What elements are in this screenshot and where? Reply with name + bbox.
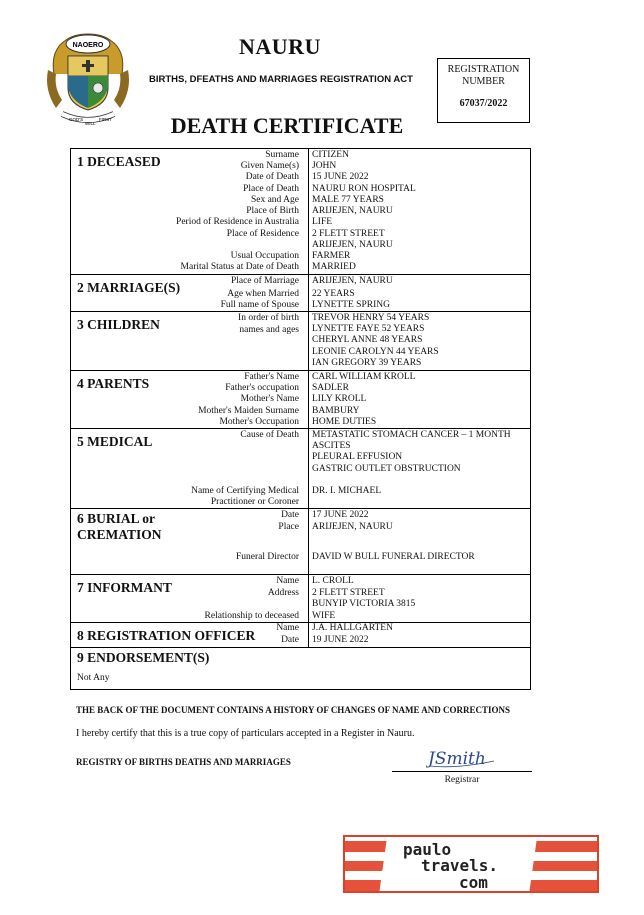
field-value: CHERYL ANNE 48 YEARS: [312, 335, 423, 345]
registrar-signature: [426, 744, 506, 770]
seal-motto-3: FIRST: [99, 117, 112, 122]
paulo-travels-logo: [343, 835, 599, 893]
act-subtitle: BIRTHS, DFEATHS AND MARRIAGES REGISTRATION ACT: [149, 74, 413, 85]
field-value: CARL WILLIAM KROLL: [312, 372, 416, 382]
field-value: TREVOR HENRY 54 YEARS: [312, 313, 430, 323]
logo-text-line3: com: [459, 873, 488, 892]
field-value: METASTATIC STOMACH CANCER – 1 MONTH: [312, 430, 511, 440]
field-label: Date: [281, 635, 299, 645]
field-value: J.A. HALLGARTEN: [312, 623, 393, 633]
field-label: Given Name(s): [240, 161, 299, 171]
field-label: Usual Occupation: [230, 251, 299, 261]
section-title: 6 BURIAL or: [77, 511, 156, 526]
field-value: SADLER: [312, 383, 349, 393]
field-value: JOHN: [312, 161, 337, 171]
signature-text: JSmith: [428, 749, 486, 769]
section-children: [70, 311, 531, 370]
field-label: Name: [276, 623, 299, 633]
field-value: BUNYIP VICTORIA 3815: [312, 599, 416, 609]
registration-number-box: [437, 58, 530, 123]
field-value: 17 JUNE 2022: [312, 510, 369, 520]
field-value: 15 JUNE 2022: [312, 172, 369, 182]
section-medical: [70, 428, 531, 508]
field-value: 19 JUNE 2022: [312, 635, 369, 645]
field-label: Name: [276, 576, 299, 586]
field-value: DR. I. MICHAEL: [312, 486, 382, 496]
field-value: CITIZEN: [312, 150, 349, 160]
section-title: 9 ENDORSEMENT(S): [77, 650, 210, 665]
field-label: Address: [267, 588, 299, 598]
field-value: ASCITES: [312, 441, 351, 451]
field-value: ARIJEJEN, NAURU: [312, 522, 393, 532]
field-label: Age when Married: [227, 289, 299, 299]
field-label: Period of Residence in Australia: [176, 217, 299, 227]
logo-text-line1: paulo: [403, 840, 452, 859]
section-informant: [70, 574, 531, 622]
field-value: LIFE: [312, 217, 333, 227]
field-label: Surname: [265, 150, 299, 160]
field-value: LEONIE CAROLYN 44 YEARS: [312, 347, 439, 357]
section-title: 1 DECEASED: [77, 154, 161, 169]
field-value: 2 FLETT STREET: [312, 588, 385, 598]
seal-motto-2: WILL: [85, 121, 96, 126]
field-label: Practitioner or Coroner: [210, 497, 299, 507]
country-heading: NAURU: [239, 34, 321, 59]
section-marriage: [70, 274, 531, 311]
certification-statement: I hereby certify that this is a true copy of particulars accepted in a Register in Nauru.: [76, 728, 415, 739]
section-title: 7 INFORMANT: [77, 580, 172, 595]
field-label: Mother's Name: [240, 394, 299, 404]
field-label: Place of Birth: [246, 206, 299, 216]
field-label: Mother's Occupation: [219, 417, 299, 427]
section-title: 3 CHILDREN: [77, 317, 160, 332]
seal-top-text: NAOERO: [72, 42, 104, 49]
field-value: LILY KROLL: [312, 394, 367, 404]
field-label: Father's Name: [244, 372, 299, 382]
registration-label-1: REGISTRATION: [447, 64, 520, 75]
field-value: IAN GREGORY 39 YEARS: [312, 358, 422, 368]
field-label: Place: [278, 522, 299, 532]
registration-label-2: NUMBER: [462, 76, 505, 87]
section-title: 4 PARENTS: [77, 376, 150, 391]
section-parents: [70, 370, 531, 428]
field-label: Cause of Death: [240, 430, 299, 440]
logo-text-line2: travels.: [421, 856, 499, 875]
seal-motto-1: GOD'S: [69, 117, 84, 122]
field-value: FARMER: [312, 251, 351, 261]
field-label: Place of Residence: [226, 229, 299, 239]
field-label: Full name of Spouse: [220, 300, 299, 310]
section-burial: [70, 508, 531, 574]
field-value: WIFE: [312, 611, 336, 621]
field-value: PLEURAL EFFUSION: [312, 452, 403, 462]
field-label: In order of birth: [238, 313, 299, 323]
field-value: BAMBURY: [312, 406, 360, 416]
section-deceased: [70, 148, 531, 274]
field-label: Place of Marriage: [230, 276, 299, 286]
registrar-label: Registrar: [444, 775, 480, 785]
field-label: Marital Status at Date of Death: [180, 262, 299, 272]
section-title: 8 REGISTRATION OFFICER: [77, 628, 256, 643]
field-label: Relationship to deceased: [204, 611, 299, 621]
field-label: Mother's Maiden Surname: [198, 406, 299, 416]
field-value: ARIJEJEN, NAURU: [312, 276, 393, 286]
field-label: Place of Death: [243, 184, 299, 194]
section-title: 2 MARRIAGE(S): [77, 280, 181, 295]
section-registration-officer: [70, 622, 531, 647]
section-endorsement: [70, 647, 531, 690]
field-value: ARIJEJEN, NAURU: [312, 206, 393, 216]
registration-number: 67037/2022: [459, 98, 508, 109]
field-label: names and ages: [239, 325, 299, 335]
registry-name: REGISTRY OF BIRTHS DEATHS AND MARRIAGES: [76, 757, 291, 767]
field-label: Date of Death: [245, 172, 299, 182]
field-value: HOME DUTIES: [312, 417, 377, 427]
endorsement-value: Not Any: [77, 673, 110, 683]
field-value: ARIJEJEN, NAURU: [312, 240, 393, 250]
field-value: LYNETTE SPRING: [312, 300, 390, 310]
field-value: MARRIED: [312, 262, 356, 272]
field-value: 22 YEARS: [312, 289, 355, 299]
section-title: 5 MEDICAL: [77, 434, 153, 449]
field-label: Sex and Age: [250, 195, 299, 205]
section-title: CREMATION: [77, 527, 162, 542]
field-value: DAVID W BULL FUNERAL DIRECTOR: [312, 552, 475, 562]
field-value: MALE 77 YEARS: [312, 195, 384, 205]
field-label: Father's occupation: [225, 383, 299, 393]
field-value: 2 FLETT STREET: [312, 229, 385, 239]
field-value: LYNETTE FAYE 52 YEARS: [312, 324, 425, 334]
field-label: Funeral Director: [235, 552, 299, 562]
field-value: GASTRIC OUTLET OBSTRUCTION: [312, 464, 461, 474]
document-title: DEATH CERTIFICATE: [170, 113, 404, 138]
back-note: THE BACK OF THE DOCUMENT CONTAINS A HISTORY OF CHANGES OF NAME AND CORRECTIONS: [76, 705, 510, 715]
signature-line: [392, 771, 532, 772]
field-value: NAURU RON HOSPITAL: [312, 184, 416, 194]
field-label: Date: [281, 510, 299, 520]
field-label: Name of Certifying Medical: [191, 486, 299, 496]
field-value: L. CROLL: [312, 576, 354, 586]
